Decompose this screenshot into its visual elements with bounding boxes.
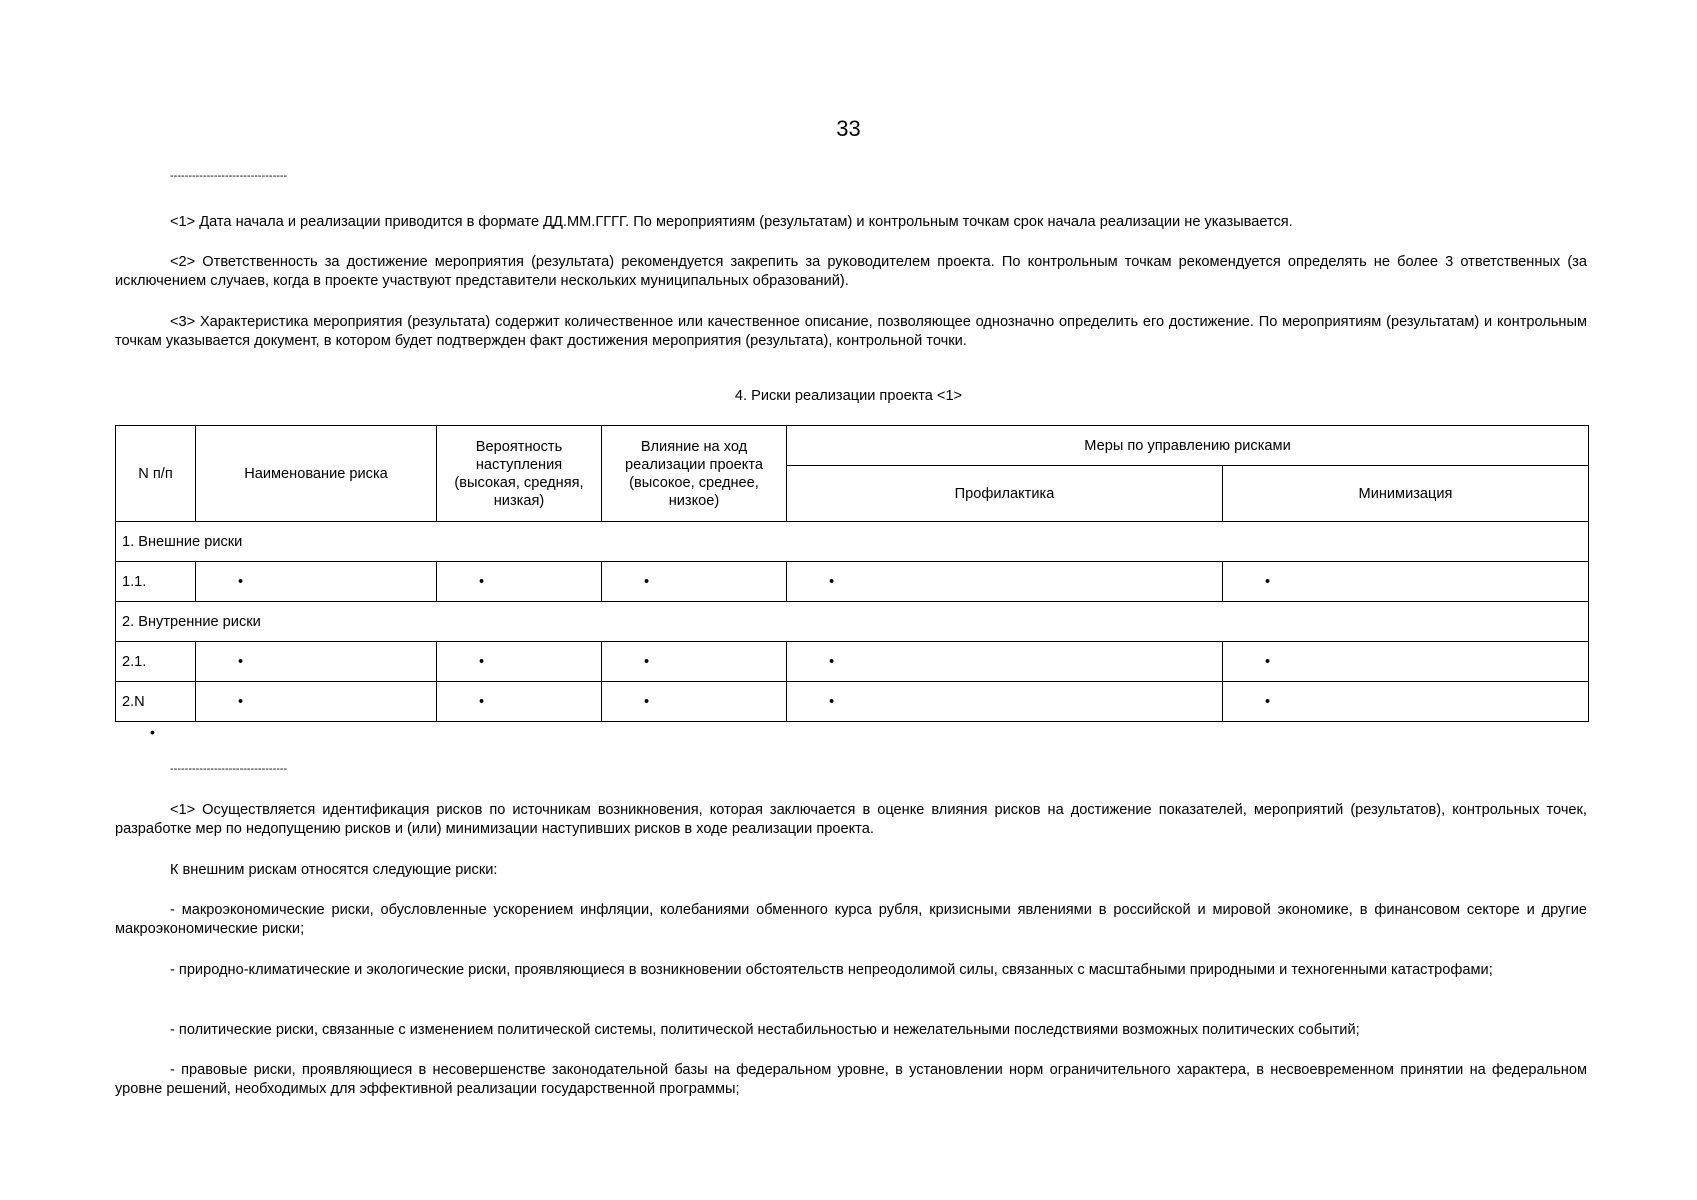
header-num: N п/п [116,426,196,522]
bullet: • [644,573,650,590]
footnote-separator-2: -------------------------------- [170,763,288,775]
header-probability: Вероятность наступления (высокая, средняя, низкая) [437,426,602,522]
bullet: • [644,653,650,670]
row-number: 2.N [116,682,196,722]
risk-footnote-1: <1> Осуществляется идентификация рисков по источникам возникновения, которая заключается в оценке влияния рисков на достижение показателей, мероприятий (результатов), контрольных точек, разработке мер по недопущению рисков и (или) минимизации наступивших рисков в ходе реализации проекта. [115,802,1587,837]
risk-legal: - правовые риски, проявляющиеся в несовершенстве законодательной базы на федеральном уровне, в установлении норм ограничительного характера, в несвоевременном принятии на федеральном уровне решений, необходимых для эффективной реализации государственной программы; [115,1062,1587,1097]
group-label-internal: 2. Внутренние риски [116,602,1589,642]
row-number: 1.1. [116,562,196,602]
risk-natural-climate: - природно-климатические и экологические риски, проявляющиеся в возникновении обстоятельств непреодолимой силы, связанных с масштабными природными и техногенными катастрофами; [170,962,1493,978]
header-impact: Влияние на ход реализации проекта (высокое, среднее, низкое) [602,426,787,522]
footnote-separator: -------------------------------- [170,170,288,182]
risk-macroeconomic: - макроэкономические риски, обусловленные ускорением инфляции, колебаниями обменного курса рубля, кризисными явлениями в российской и мировой экономике, в финансовом секторе и другие макроэкономические риски; [115,902,1587,937]
bullet: • [479,653,485,670]
footnote-2: <2> Ответственность за достижение мероприятия (результата) рекомендуется закрепить за руководителем проекта. По контрольным точкам рекомендуется определять не более 3 ответственных (за исключением случаев, когда в проекте участвуют представители нескольких муниципальных образований). [115,254,1587,289]
bullet: • [829,653,835,670]
footnote-3: <3> Характеристика мероприятия (результата) содержит количественное или качественное описание, позволяющее однозначно определить его достижение. По мероприятиям (результатам) и контрольным точкам указывается документ, в котором будет подтвержден факт достижения мероприятия (результата), контрольной точки. [115,314,1587,349]
bullet: • [238,693,244,710]
bullet: • [238,653,244,670]
bullet: • [479,573,485,590]
bullet: • [644,693,650,710]
group-label-external: 1. Внешние риски [116,522,1589,562]
page-number: 33 [836,116,861,141]
risks-table [115,425,1589,722]
header-risk-name: Наименование риска [196,426,437,522]
group-row-internal [116,602,1589,642]
header-measures: Меры по управлению рисками [787,426,1589,466]
stray-bullet: • [150,724,155,740]
bullet: • [1265,573,1271,590]
bullet: • [238,573,244,590]
table-row [116,562,1589,602]
header-minimization: Минимизация [1223,466,1589,522]
bullet: • [479,693,485,710]
group-row-external [116,522,1589,562]
bullet: • [1265,693,1271,710]
footnote-1: <1> Дата начала и реализации приводится в формате ДД.ММ.ГГГГ. По мероприятиям (результатам) и контрольным точкам срок начала реализации не указывается. [170,214,1293,230]
external-risks-intro: К внешним рискам относятся следующие риски: [170,862,498,878]
bullet: • [829,693,835,710]
table-row [116,682,1589,722]
row-number: 2.1. [116,642,196,682]
table-row [116,642,1589,682]
section-title: 4. Риски реализации проекта <1> [734,388,963,404]
header-prevention: Профилактика [787,466,1223,522]
bullet: • [829,573,835,590]
bullet: • [1265,653,1271,670]
risk-political: - политические риски, связанные с изменением политической системы, политической нестабильностью и нежелательными последствиями возможных политических событий; [170,1022,1360,1038]
